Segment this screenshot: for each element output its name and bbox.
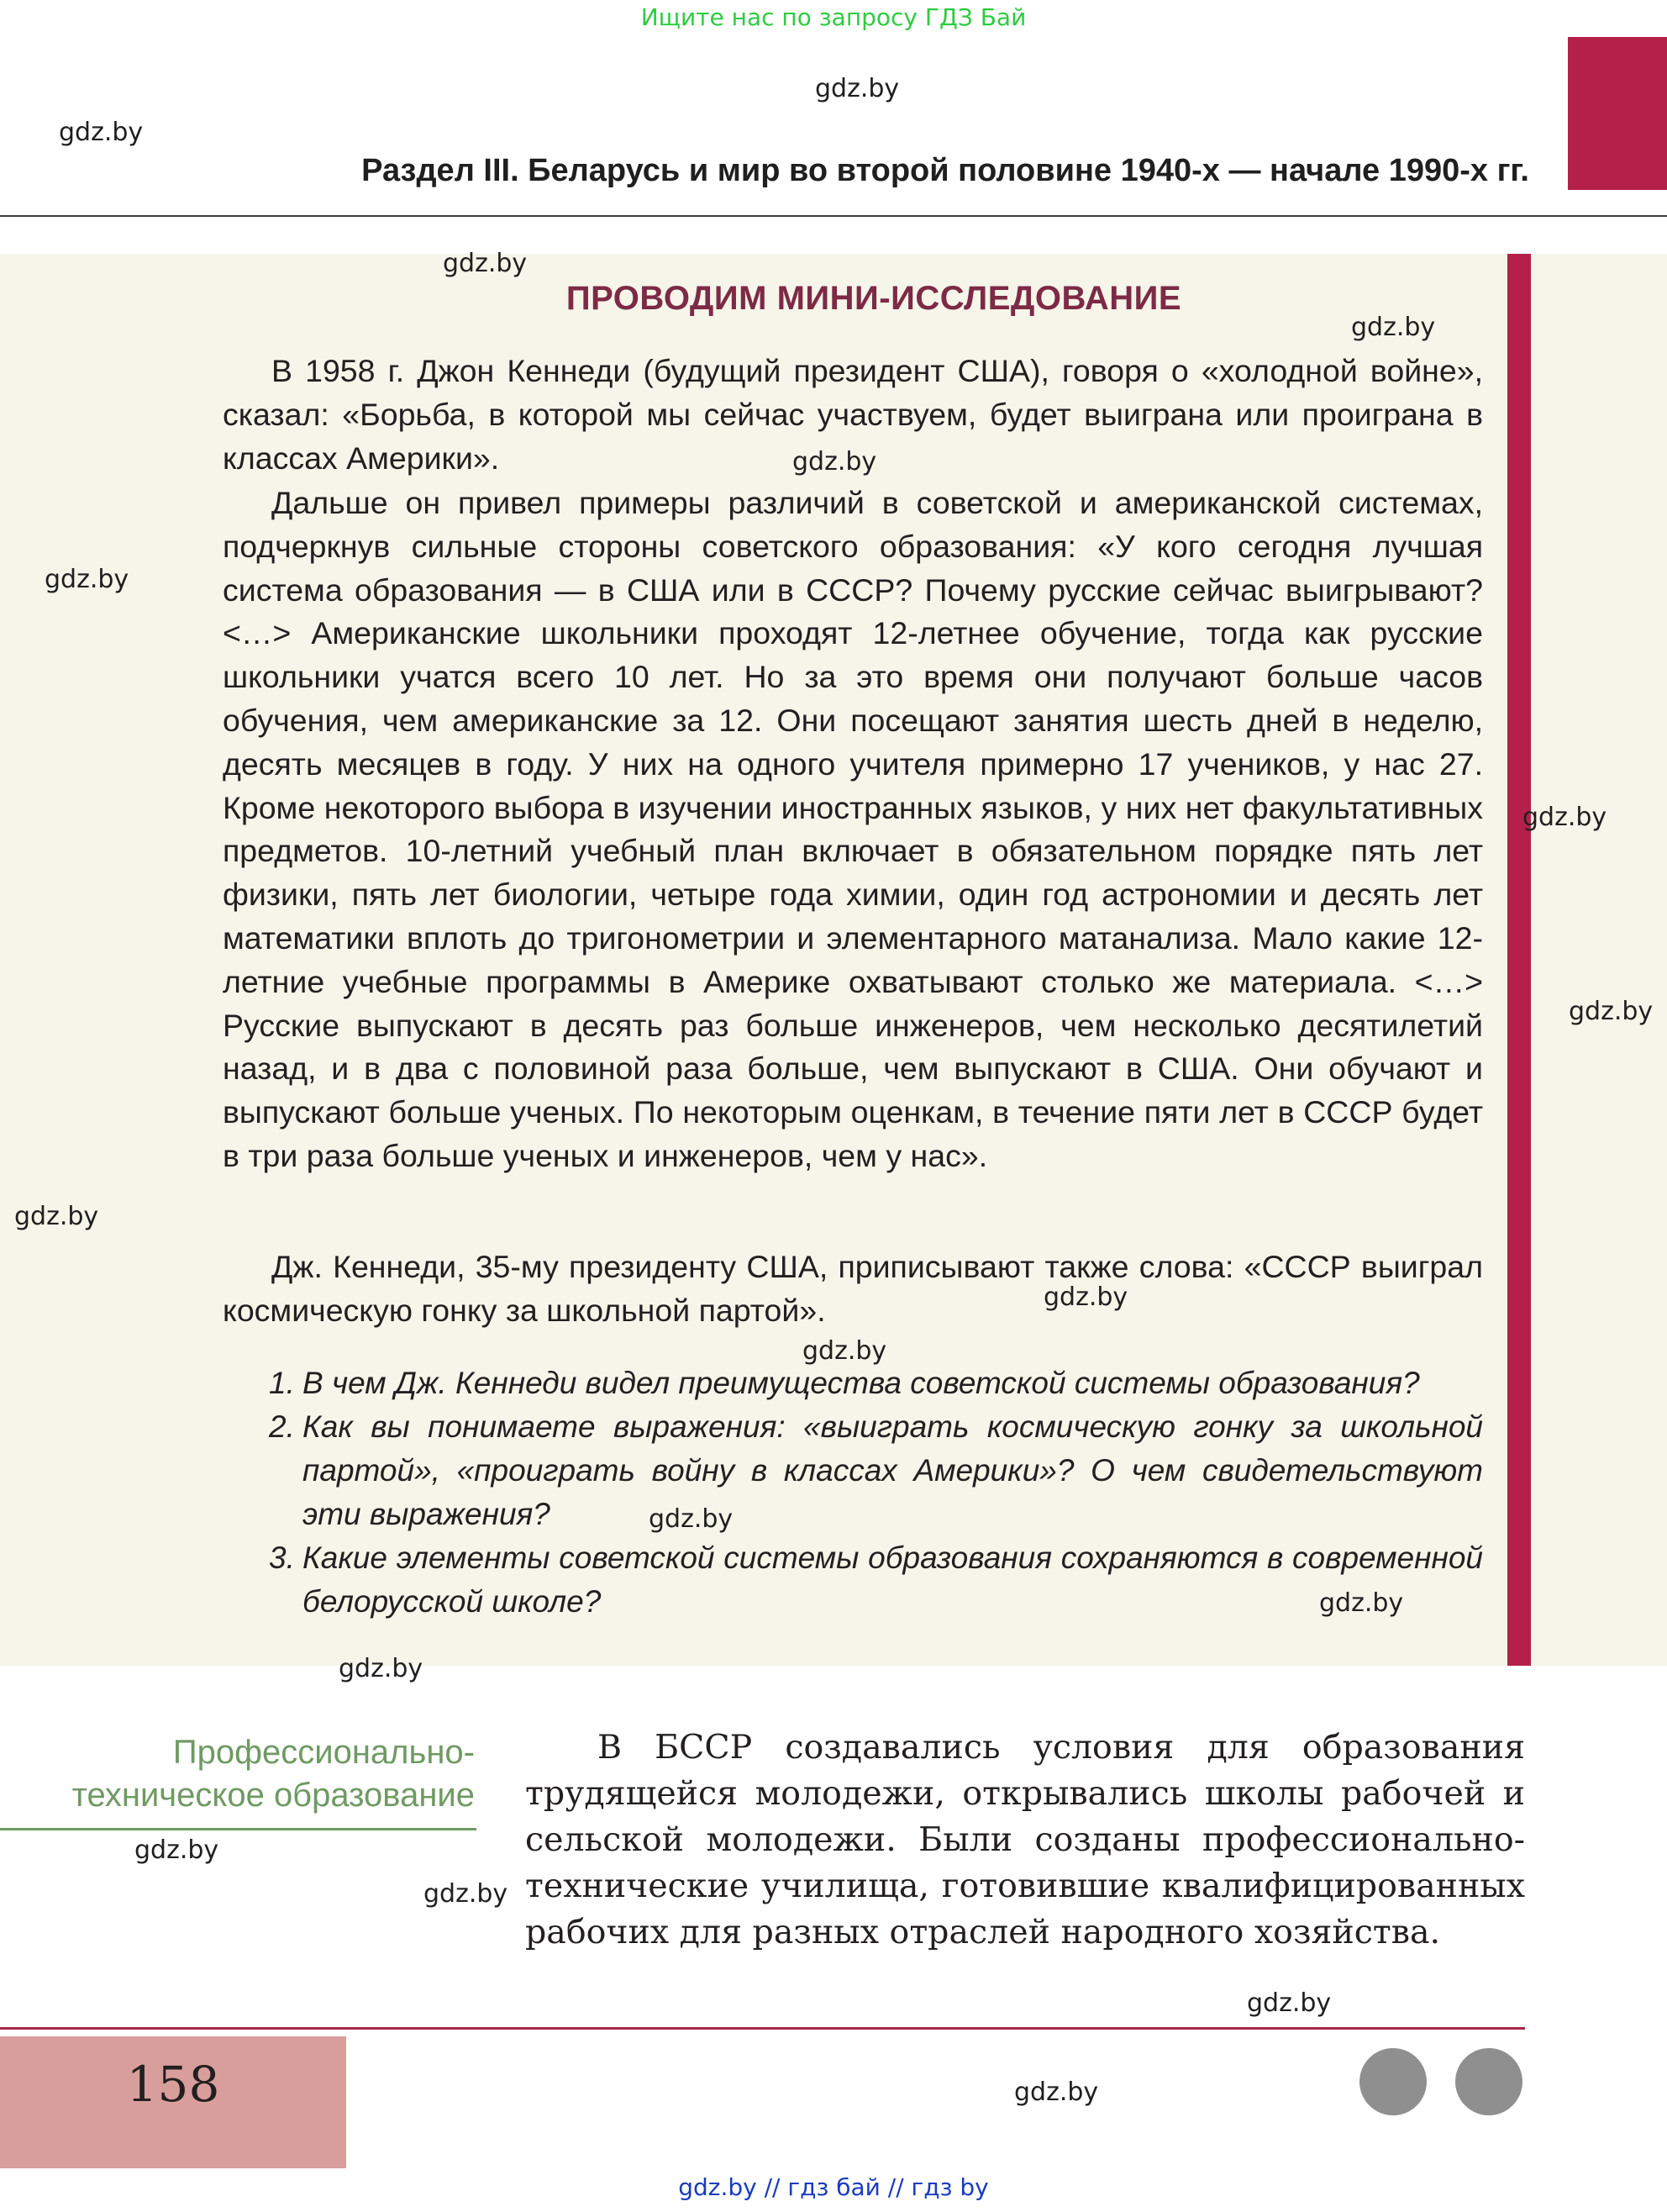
- side-heading-line-2: техническое образование: [71, 1777, 475, 1814]
- watermark: gdz.by: [1247, 1988, 1332, 2018]
- body-paragraph: В БССР создавались условия для образования трудящейся молодежи, открывались школы рабочей и сельской молодежи. Были созданы профессионально-технические училища, готовившие квалифицированных рабочих для разных отраслей народного хозяйства.: [525, 1728, 1525, 1951]
- research-paragraph-2: [223, 482, 1483, 1178]
- page-number: 158: [126, 2056, 220, 2113]
- footer-rule: [0, 2027, 1525, 2030]
- watermark: gdz.by: [792, 447, 877, 477]
- circle-icon: [1455, 2048, 1522, 2115]
- question-text: В чем Дж. Кеннеди видел преимущества советской системы образования?: [302, 1366, 1420, 1400]
- watermark: gdz.by: [339, 1654, 423, 1683]
- question-item: [269, 1361, 1483, 1405]
- research-box-title: ПРОВОДИМ МИНИ-ИССЛЕДОВАНИЕ: [565, 280, 1182, 317]
- side-heading-line-1: Профессионально-: [172, 1734, 475, 1771]
- watermark: gdz.by: [134, 1835, 219, 1865]
- paragraph-text: В 1958 г. Джон Кеннеди (будущий президент США), говоря о «холодной войне», сказал: «Борьба, в которой мы сейчас участвуем, будет выиграна или проиграна в классах Америки».: [223, 353, 1483, 476]
- watermark: gdz.by: [423, 1879, 508, 1909]
- header-rule: [0, 215, 1667, 217]
- corner-tab: [1568, 37, 1667, 190]
- watermark: gdz.by: [45, 565, 129, 594]
- question-number: 1.: [269, 1366, 295, 1400]
- question-number: 3.: [269, 1540, 295, 1575]
- side-heading: [17, 1731, 475, 1817]
- watermark: gdz.by: [649, 1504, 734, 1534]
- watermark: gdz.by: [59, 118, 144, 147]
- question-list: [269, 1361, 1483, 1624]
- research-box-bar: [1507, 254, 1531, 1666]
- question-number: 2.: [269, 1409, 295, 1444]
- watermark: gdz.by: [1522, 803, 1607, 832]
- side-heading-rule: [0, 1828, 476, 1830]
- watermark: gdz.by: [1044, 1282, 1128, 1312]
- section-header: Раздел III. Беларусь и мир во второй половине 1940-х — начале 1990-х гг.: [361, 153, 1529, 188]
- bottom-links[interactable]: gdz.by // гдз бай // гдз by: [678, 2173, 989, 2201]
- watermark: gdz.by: [1014, 2078, 1099, 2107]
- circle-icon: [1359, 2048, 1427, 2115]
- research-paragraph-3: [223, 1246, 1483, 1333]
- body-text: [525, 1725, 1525, 1956]
- watermark: gdz.by: [1351, 313, 1436, 342]
- question-item: [269, 1536, 1483, 1624]
- question-item: [269, 1405, 1483, 1536]
- watermark: gdz.by: [1569, 997, 1654, 1026]
- question-text: Какие элементы советской системы образования сохраняются в современной белорусской школе?: [302, 1540, 1483, 1619]
- question-text: Как вы понимаете выражения: «выиграть космическую гонку за школьной партой», «проиграть войну в классах Америки»? О чем свидетельствуют эти выражения?: [302, 1409, 1483, 1531]
- paragraph-text: Дальше он привел примеры различий в советской и американской системах, подчеркнув сильные стороны советского образования: «У кого сегодня лучшая система образования — в США или в СССР? Почему русские сейчас выигрывают? <…> Американские школьники проходят 12-летнее обучение, тогда как русские школьники учатся всего 10 лет. Но за это время они получают больше часов обучения, чем американские за 12. Они посещают занятия шесть дней в неделю, десять месяцев в году. У них на одного учителя примерно 17 учеников, у нас 27. Кроме некоторого выбора в изучении иностранных языков, у них нет факультативных предметов. 10-летний учебный план включает в обязательном порядке пять лет физики, пять лет биологии, четыре года химии, один год астрономии и десять лет математики вплоть до тригонометрии и элементарного матанализа. Мало какие 12-летние учебные программы в Америке охватывают столько же материала. <…> Русские выпускают в десять раз больше инженеров, чем несколько десятилетий назад, и в два с половиной раза больше, чем выпускают в США. Они обучают и выпускают больше ученых. По некоторым оценкам, в течение пяти лет в СССР будет в три раза больше ученых и инженеров, чем у нас».: [223, 485, 1483, 1173]
- watermark: gdz.by: [14, 1202, 99, 1231]
- watermark: gdz.by: [443, 249, 528, 278]
- paragraph-text: Дж. Кеннеди, 35-му президенту США, приписывают также слова: «СССР выиграл космическую гонку за школьной партой».: [223, 1249, 1483, 1328]
- watermark: gdz.by: [815, 74, 900, 103]
- watermark: gdz.by: [802, 1336, 887, 1366]
- top-banner: Ищите нас по запросу ГДЗ Бай: [640, 3, 1027, 31]
- watermark: gdz.by: [1319, 1588, 1404, 1618]
